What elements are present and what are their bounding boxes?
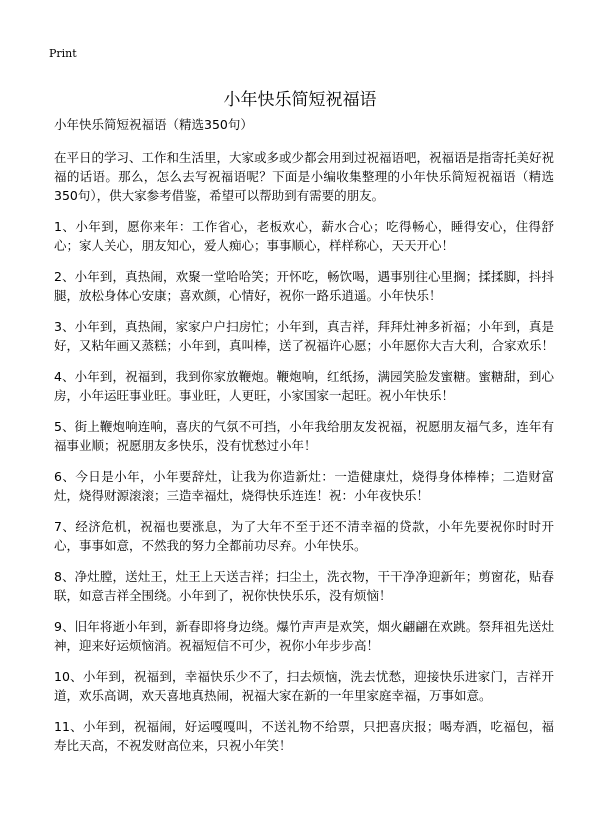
greeting-paragraph: 8、净灶膛，送灶王，灶王上天送吉祥；扫尘土，洗衣物，干干净净迎新年；剪窗花，贴春联，如意吉祥全围绕。小年到了，祝你快快乐乐，没有烦恼！ (54, 569, 554, 603)
greeting-paragraph: 6、今日是小年，小年要辞灶，让我为你造新灶：一造健康灶，烧得身体棒棒；二造财富灶，烧得财源滚滚；三造幸福灶，烧得快乐连连！祝：小年夜快乐！ (54, 469, 554, 503)
print-link[interactable]: Print (49, 47, 77, 60)
greeting-paragraph: 1、小年到，愿你来年：工作省心，老板欢心，薪水合心；吃得畅心，睡得安心，住得舒心；家人关心，朋友知心，爱人痴心；事事顺心，样样称心，天天开心！ (54, 219, 554, 253)
greeting-paragraph: 4、小年到，祝福到，我到你家放鞭炮。鞭炮响，红纸扬，满园笑脸发蜜糖。蜜糖甜，到心房，小年运旺事业旺。事业旺，人更旺，小家国家一起旺。祝小年快乐！ (54, 369, 554, 403)
article-body (54, 116, 554, 767)
intro-paragraph: 在平日的学习、工作和生活里，大家或多或少都会用到过祝福语吧，祝福语是指寄托美好祝福的话语。那么，怎么去写祝福语呢？下面是小编收集整理的小年快乐简短祝福语（精选350句），供大家参考借鉴，希望可以帮助到有需要的朋友。 (54, 150, 555, 203)
greeting-paragraph: 11、小年到，祝福闹，好运嘎嘎叫，不送礼物不给票，只把喜庆报；喝寿酒，吃福包，福寿比天高，不祝发财高位来，只祝小年笑！ (54, 719, 554, 753)
page-title: 小年快乐简短祝福语 (223, 90, 377, 110)
greeting-paragraph: 3、小年到，真热闹，家家户户扫房忙；小年到，真吉祥，拜拜灶神多祈福；小年到，真是好，又粘年画又蒸糕；小年到，真叫棒，送了祝福许心愿；小年愿你大吉大利，合家欢乐！ (54, 319, 555, 353)
greeting-paragraph: 2、小年到，真热闹，欢聚一堂哈哈笑；开怀吃，畅饮喝，遇事别往心里搁；揉揉脚，抖抖腿，放松身体心安康；喜欢颜，心情好，祝你一路乐逍遥。小年快乐！ (54, 269, 554, 303)
greeting-paragraph: 10、小年到，祝福到，幸福快乐少不了，扫去烦恼，洗去忧愁，迎接快乐进家门，吉祥开道，欢乐高调，欢天喜地真热闹，祝福大家在新的一年里家庭幸福，万事如意。 (54, 669, 554, 703)
greeting-paragraph: 9、旧年将逝小年到，新春即将身边绕。爆竹声声是欢笑，烟火翩翩在欢跳。祭拜祖先送灶神，迎来好运烦恼消。祝福短信不可少，祝你小年步步高！ (54, 619, 554, 653)
greeting-paragraph: 5、街上鞭炮响连响，喜庆的气氛不可挡，小年我给朋友发祝福，祝愿朋友福气多，连年有福事业顺；祝愿朋友多快乐，没有忧愁过小年！ (54, 419, 554, 453)
greeting-paragraph: 7、经济危机，祝福也要涨息，为了大年不至于还不清幸福的贷款，小年先要祝你时时开心，事事如意，不然我的努力全都前功尽弃。小年快乐。 (54, 519, 554, 553)
article-subtitle: 小年快乐简短祝福语（精选350句） (54, 117, 253, 132)
